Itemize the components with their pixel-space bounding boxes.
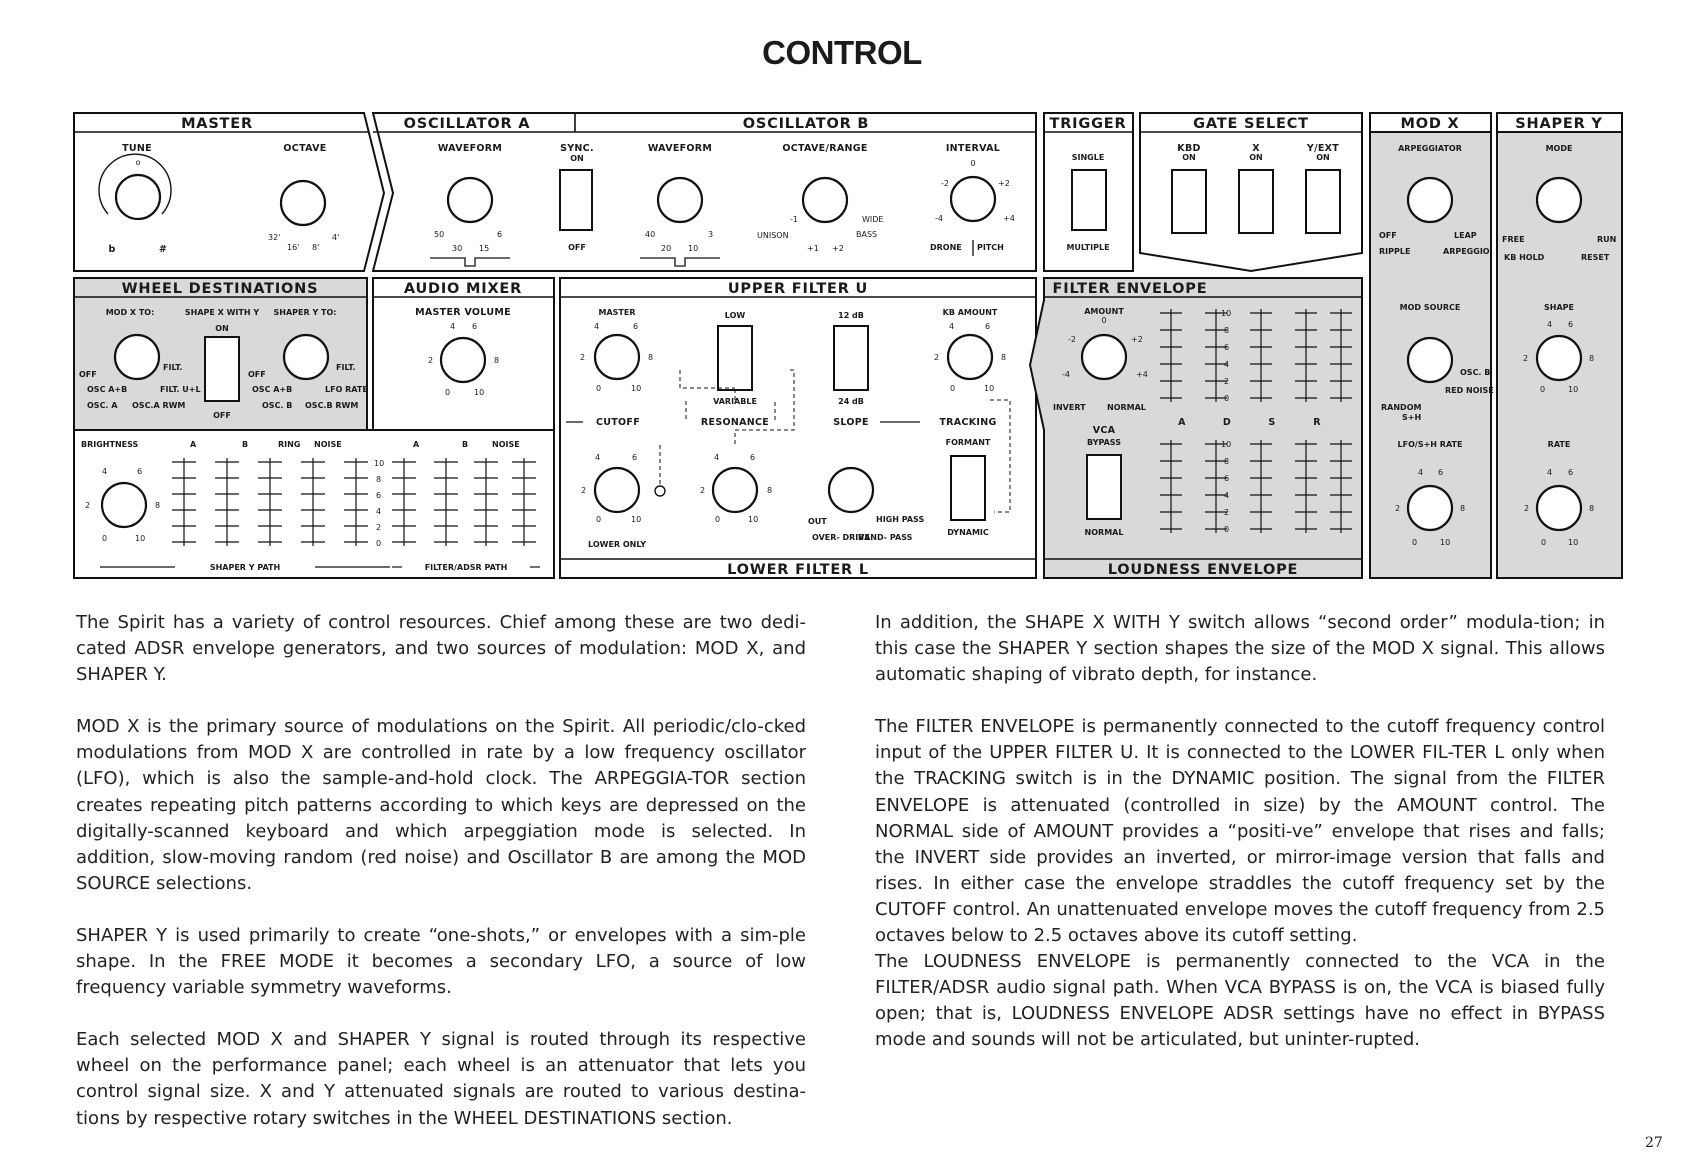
shaper-y-title: SHAPER Y xyxy=(1515,116,1603,132)
fm-n8: 8 xyxy=(648,353,654,362)
shaper-rate-label: RATE xyxy=(1547,440,1571,449)
fe-s10: 10 xyxy=(1221,309,1232,318)
interval-m2: -2 xyxy=(941,179,949,188)
shaper-y-section xyxy=(1497,113,1622,578)
gate-kbd-switch[interactable] xyxy=(1172,170,1206,233)
master-volume-knob[interactable] xyxy=(441,338,485,382)
mod-red-noise: RED NOISE xyxy=(1445,386,1494,395)
tune-label: TUNE xyxy=(122,143,152,154)
sync-label: SYNC. xyxy=(560,143,594,154)
osc-a-title: OSCILLATOR A xyxy=(403,116,531,132)
adsr-a: A xyxy=(1178,417,1186,428)
fader-ring-label: RING xyxy=(278,440,301,449)
shape-n2: 2 xyxy=(1523,354,1529,363)
trigger-title: TRIGGER xyxy=(1049,116,1127,132)
body-text-right-column xyxy=(875,610,1605,1080)
tune-knob[interactable] xyxy=(116,175,160,219)
gate-x-on: ON xyxy=(1249,153,1263,162)
tracking-switch[interactable] xyxy=(951,456,985,520)
env-p4: +4 xyxy=(1136,370,1148,379)
gate-kbd-on: ON xyxy=(1182,153,1196,162)
filter-low-label: LOW xyxy=(724,311,746,320)
mod-sh: S+H xyxy=(1402,413,1422,422)
wd-lfo-rate: LFO RATE xyxy=(325,385,368,394)
filter-master-knob[interactable] xyxy=(595,335,639,379)
sync-on: ON xyxy=(570,154,584,163)
gate-select-section xyxy=(1140,113,1362,271)
filter-adsr-path-label: FILTER/ADSR PATH xyxy=(424,563,508,572)
resonance-label: RESONANCE xyxy=(700,417,770,428)
vca-bypass: BYPASS xyxy=(1087,438,1121,447)
shaper-mode-knob[interactable] xyxy=(1537,178,1581,222)
fe-s8: 8 xyxy=(1224,326,1230,335)
gate-kbd: KBD xyxy=(1177,143,1201,154)
wd-shape-off: OFF xyxy=(213,411,231,420)
lower-cutoff-knob[interactable] xyxy=(595,468,639,512)
osc-a-w15: 15 xyxy=(479,244,490,253)
wd-filt: FILT. xyxy=(163,363,183,372)
sync-switch[interactable] xyxy=(560,170,592,230)
filter-12db-label: 12 dB xyxy=(838,311,864,320)
le-s8: 8 xyxy=(1224,457,1230,466)
fm-n6: 6 xyxy=(633,322,639,331)
adsr-s: S xyxy=(1268,417,1276,428)
arp-ripple: RIPPLE xyxy=(1379,247,1411,256)
shaper-run: RUN xyxy=(1597,235,1617,244)
master-title: MASTER xyxy=(181,116,253,132)
osc-a-w6: 6 xyxy=(497,230,503,239)
lfo-n4: 4 xyxy=(1418,468,1424,477)
kb-n8: 8 xyxy=(1001,353,1007,362)
tune-sharp: # xyxy=(158,244,168,255)
scale-4: 4 xyxy=(376,507,382,516)
mv-n10: 10 xyxy=(474,388,485,397)
interval-p4: +4 xyxy=(1003,214,1015,223)
kb-n4: 4 xyxy=(949,322,955,331)
svg-text:o: o xyxy=(135,158,141,167)
fader-b-label: B xyxy=(242,440,249,449)
filter-24db-label: 24 dB xyxy=(838,397,864,406)
paragraph: SHAPER Y is used primarily to create “one-shots,” or envelopes with a sim-ple shape. In the FREE MODE it becomes a secondary LFO, a source of low frequency variable symmetry waveforms. xyxy=(76,924,806,999)
shaper-shape-label: SHAPE xyxy=(1544,303,1574,312)
gate-x-switch[interactable] xyxy=(1239,170,1273,233)
osc-b-w20: 20 xyxy=(661,244,672,253)
brightness-knob[interactable] xyxy=(102,483,146,527)
gate-select-title: GATE SELECT xyxy=(1193,116,1309,132)
tracking-formant: FORMANT xyxy=(945,438,991,447)
lc-n4: 4 xyxy=(595,453,601,462)
mod-x-section xyxy=(1370,113,1494,578)
page-number: 27 xyxy=(1645,1135,1663,1151)
gate-yext-on: ON xyxy=(1316,153,1330,162)
paragraph: MOD X is the primary source of modulations on the Spirit. All periodic/clo-cked modulations from MOD X are controlled in rate by a low frequency oscillator (LFO), which is also the sample-and-hold clock. The ARPEGGIA-TOR section creates repeating pitch patterns according to which keys are depressed on the digitally-scanned keyboard and which arpeggiation mode is selected. In addition, slow-moving random (red noise) and Oscillator B are among the MOD SOURCE selections. xyxy=(76,716,806,894)
lr-n10: 10 xyxy=(748,515,759,524)
vca-normal: NORMAL xyxy=(1084,528,1124,537)
fm-n0: 0 xyxy=(596,384,602,393)
wd-osc-b-rwm: OSC.B RWM xyxy=(305,401,359,410)
body-text-left-column xyxy=(76,610,806,1158)
lower-only-label: LOWER ONLY xyxy=(588,540,646,549)
osc-a-w50: 50 xyxy=(434,230,445,239)
arpeggiator-label: ARPEGGIATOR xyxy=(1398,144,1462,153)
shape-n6: 6 xyxy=(1568,320,1574,329)
osc-a-w30: 30 xyxy=(452,244,463,253)
shaper-y-path-label: SHAPER Y PATH xyxy=(209,563,281,572)
arp-arpeggio: ARPEGGIO xyxy=(1443,247,1490,256)
rate-n2: 2 xyxy=(1524,504,1530,513)
mixer-faders-section xyxy=(74,430,554,578)
osc-b-title: OSCILLATOR B xyxy=(742,116,870,132)
kb-n10: 10 xyxy=(984,384,995,393)
wd-osc-ab-y: OSC A+B xyxy=(252,385,293,394)
kb-n6: 6 xyxy=(985,322,991,331)
le-s4: 4 xyxy=(1224,491,1230,500)
lr-n2: 2 xyxy=(700,486,706,495)
paragraph: The Spirit has a variety of control resources. Chief among these are two dedi-cated ADSR envelope generators, and two sources of modulation: MOD X, and SHAPER Y. xyxy=(76,612,806,686)
fader-noise2-label: NOISE xyxy=(492,440,520,449)
mv-n6: 6 xyxy=(472,322,478,331)
interval-label: INTERVAL xyxy=(945,143,1001,154)
mv-n4: 4 xyxy=(450,322,456,331)
paragraph: Each selected MOD X and SHAPER Y signal is routed through its respective wheel on the performance panel; each wheel is an attenuator that lets you control signal size. X and Y attenuated signals are routed to various destina-tions by respective rotary switches in the WHEEL DESTINATIONS section. xyxy=(76,1029,806,1129)
fader-a-label: A xyxy=(190,440,197,449)
osc-b-w3: 3 xyxy=(708,230,714,239)
fader-noise-label: NOISE xyxy=(314,440,342,449)
scale-10: 10 xyxy=(374,459,385,468)
page-title: CONTROL xyxy=(762,34,922,71)
shaper-rate-knob[interactable] xyxy=(1537,486,1581,530)
env-m4: -4 xyxy=(1062,370,1070,379)
filter-envelope-title-left: FILTER ENVELOPE xyxy=(1052,281,1208,297)
slope-band-pass: BAND- PASS xyxy=(858,533,913,542)
adsr-d: D xyxy=(1222,417,1232,428)
shaper-free: FREE xyxy=(1502,235,1525,244)
audio-mixer-section xyxy=(373,278,554,430)
lr-n0: 0 xyxy=(715,515,721,524)
wd-off: OFF xyxy=(79,370,97,379)
gate-yext: Y/EXT xyxy=(1306,143,1340,154)
master-section xyxy=(74,113,384,271)
rate-n0: 0 xyxy=(1541,538,1547,547)
interval-m4: -4 xyxy=(935,214,943,223)
slope-switch[interactable] xyxy=(834,326,868,390)
wd-filt-y: FILT. xyxy=(336,363,356,372)
octave-range-knob[interactable] xyxy=(803,178,847,222)
br-n0: 0 xyxy=(102,534,108,543)
mod-random: RANDOM xyxy=(1381,403,1422,412)
kb-amount-label: KB AMOUNT xyxy=(942,308,998,317)
wd-shapery-to: SHAPER Y TO: xyxy=(273,308,337,317)
wd-shape-xy: SHAPE X WITH Y xyxy=(184,308,260,317)
shape-x-with-y-switch[interactable] xyxy=(205,337,239,401)
wd-off-y: OFF xyxy=(248,370,266,379)
env-amount-zero: 0 xyxy=(1101,316,1107,325)
wd-filt-ul: FILT. U+L xyxy=(160,385,201,394)
mod-source-label: MOD SOURCE xyxy=(1399,303,1461,312)
env-m2: -2 xyxy=(1068,335,1076,344)
mv-n2: 2 xyxy=(428,356,434,365)
osc-b-plus2: +2 xyxy=(832,244,844,253)
scale-8: 8 xyxy=(376,475,382,484)
wd-osc-ab: OSC A+B xyxy=(87,385,128,394)
mod-osc-b: OSC. B xyxy=(1460,368,1491,377)
octave-knob[interactable] xyxy=(281,181,325,225)
paragraph: The FILTER ENVELOPE is permanently connected to the cutoff frequency control input of the UPPER FILTER U. It is connected to the LOWER FIL-TER L only when the TRACKING switch is in the DYNAMIC position. The signal from the FILTER ENVELOPE is attenuated (controlled in size) by the AMOUNT control. The NORMAL side of AMOUNT provides a “positi-ve” envelope that rises and falls; the INVERT side provides an inverted, or mirror-image version that falls and rises. In either case the envelope straddles the cutoff frequency set by the CUTOFF control. An unattenuated envelope moves the cutoff frequency from 2.5 octaves below to 2.5 octaves above its cutoff setting. xyxy=(875,716,1605,947)
octave-range-label: OCTAVE/RANGE xyxy=(782,143,868,154)
octave-4: 4' xyxy=(332,233,340,242)
le-s2: 2 xyxy=(1224,508,1230,517)
vca-label: VCA xyxy=(1092,425,1116,436)
adsr-r: R xyxy=(1313,417,1321,428)
interval-p2: +2 xyxy=(998,179,1010,188)
scale-6: 6 xyxy=(376,491,382,500)
slope-out: OUT xyxy=(808,517,827,526)
wd-osc-b: OSC. B xyxy=(262,401,293,410)
shape-n8: 8 xyxy=(1589,354,1595,363)
osc-b-wide: WIDE xyxy=(862,215,884,224)
arp-off: OFF xyxy=(1379,231,1397,240)
drone-label: DRONE xyxy=(930,243,962,252)
lower-resonance-knob[interactable] xyxy=(713,468,757,512)
wd-shape-on: ON xyxy=(215,324,229,333)
env-amount-knob[interactable] xyxy=(1082,335,1126,379)
osc-b-w40: 40 xyxy=(645,230,656,239)
fe-s6: 6 xyxy=(1224,343,1230,352)
br-n10: 10 xyxy=(135,534,146,543)
rate-n10: 10 xyxy=(1568,538,1579,547)
osc-b-w10: 10 xyxy=(688,244,699,253)
lr-n8: 8 xyxy=(767,486,773,495)
fm-n2: 2 xyxy=(580,353,586,362)
lc-n10: 10 xyxy=(631,515,642,524)
mod-x-title: MOD X xyxy=(1400,116,1460,132)
slope-label: SLOPE xyxy=(833,417,869,428)
octave-32: 32' xyxy=(268,233,281,242)
lower-slope-knob[interactable] xyxy=(829,468,873,512)
arp-leap: LEAP xyxy=(1454,231,1477,240)
oscillator-section xyxy=(373,113,1036,271)
lr-n6: 6 xyxy=(750,453,756,462)
env-normal: NORMAL xyxy=(1107,403,1146,412)
shaper-shape-knob[interactable] xyxy=(1537,336,1581,380)
shaper-kb-hold: KB HOLD xyxy=(1504,253,1545,262)
scale-2: 2 xyxy=(376,523,382,532)
rate-n8: 8 xyxy=(1589,504,1595,513)
trigger-single: SINGLE xyxy=(1071,153,1105,162)
osc-a-waveform-knob[interactable] xyxy=(448,178,492,222)
rate-n4: 4 xyxy=(1547,468,1553,477)
cutoff-label: CUTOFF xyxy=(595,417,641,428)
le-s10: 10 xyxy=(1221,440,1232,449)
osc-b-unison: UNISON xyxy=(757,231,789,240)
filter-master-label: MASTER xyxy=(598,308,636,317)
fm-n10: 10 xyxy=(631,384,642,393)
lc-n2: 2 xyxy=(581,486,587,495)
shape-n0: 0 xyxy=(1540,385,1546,394)
tune-flat: b xyxy=(108,244,116,255)
br-n6: 6 xyxy=(137,467,143,476)
lower-filter-title: LOWER FILTER L xyxy=(727,562,869,578)
rate-n6: 6 xyxy=(1568,468,1574,477)
env-p2: +2 xyxy=(1131,335,1143,344)
wd-modx-to: MOD X TO: xyxy=(105,308,155,317)
lfo-n2: 2 xyxy=(1395,504,1401,513)
mv-n0: 0 xyxy=(445,388,451,397)
slope-high-pass: HIGH PASS xyxy=(876,515,925,524)
audio-mixer-title: AUDIO MIXER xyxy=(403,281,523,297)
arpeggiator-knob[interactable] xyxy=(1408,178,1452,222)
wheel-destinations-title: WHEEL DESTINATIONS xyxy=(121,281,319,297)
master-volume-label: MASTER VOLUME xyxy=(415,307,511,318)
shape-n10: 10 xyxy=(1568,385,1579,394)
fe-s4: 4 xyxy=(1224,360,1230,369)
tracking-label: TRACKING xyxy=(939,417,997,428)
fader-a2-label: A xyxy=(413,440,420,449)
lfo-n0: 0 xyxy=(1412,538,1418,547)
fader-b2-label: B xyxy=(462,440,469,449)
wd-modx-knob[interactable] xyxy=(115,335,159,379)
osc-b-waveform-knob[interactable] xyxy=(658,178,702,222)
osc-a-waveform-label: WAVEFORM xyxy=(437,143,503,154)
octave-8: 8' xyxy=(312,243,320,252)
br-n4: 4 xyxy=(102,467,108,476)
trigger-section xyxy=(1044,113,1133,271)
le-s0: 0 xyxy=(1224,525,1230,534)
gate-yext-switch[interactable] xyxy=(1306,170,1340,233)
lfo-rate-knob[interactable] xyxy=(1408,486,1452,530)
filter-variable-label: VARIABLE xyxy=(713,397,757,406)
lr-n4: 4 xyxy=(714,453,720,462)
wd-osc-a-rwm: OSC.A RWM xyxy=(132,401,186,410)
br-n8: 8 xyxy=(155,501,161,510)
octave-label: OCTAVE xyxy=(283,143,327,154)
le-s6: 6 xyxy=(1224,474,1230,483)
vca-bypass-switch[interactable] xyxy=(1087,455,1121,519)
shaper-mode-label: MODE xyxy=(1545,144,1573,153)
scale-0: 0 xyxy=(376,539,382,548)
kb-n2: 2 xyxy=(934,353,940,362)
lfo-n8: 8 xyxy=(1460,504,1466,513)
envelope-section xyxy=(1030,278,1362,578)
pitch-label: PITCH xyxy=(977,243,1004,252)
slope-overdrive: OVER- DRIVE xyxy=(812,533,870,542)
upper-filter-title: UPPER FILTER U xyxy=(727,281,869,297)
wd-osc-a: OSC. A xyxy=(87,401,118,410)
trigger-switch[interactable] xyxy=(1072,170,1106,230)
fe-s0: 0 xyxy=(1224,394,1230,403)
lfo-n6: 6 xyxy=(1438,468,1444,477)
gate-x: X xyxy=(1252,143,1260,154)
osc-b-plus1: +1 xyxy=(807,244,819,253)
lc-n0: 0 xyxy=(596,515,602,524)
interval-knob[interactable] xyxy=(951,177,995,221)
fm-n4: 4 xyxy=(594,322,600,331)
loudness-envelope-title: LOUDNESS ENVELOPE xyxy=(1107,562,1299,578)
kb-n0: 0 xyxy=(950,384,956,393)
mod-source-knob[interactable] xyxy=(1408,338,1452,382)
lfo-rate-label: LFO/S+H RATE xyxy=(1397,440,1463,449)
shaper-reset: RESET xyxy=(1581,253,1610,262)
kb-amount-knob[interactable] xyxy=(948,335,992,379)
env-invert: INVERT xyxy=(1053,403,1086,412)
paragraph: In addition, the SHAPE X WITH Y switch allows “second order” modula-tion; in this case the SHAPER Y section shapes the size of the MOD X signal. This allows automatic shaping of vibrato depth, for instance. xyxy=(875,612,1605,686)
resonance-low-variable-switch[interactable] xyxy=(718,326,752,390)
shape-n4: 4 xyxy=(1547,320,1553,329)
osc-b-waveform-label: WAVEFORM xyxy=(647,143,713,154)
brightness-label: BRIGHTNESS xyxy=(81,440,139,449)
osc-b-minus1: -1 xyxy=(790,215,798,224)
trigger-multiple: MULTIPLE xyxy=(1066,243,1110,252)
wheel-destinations-section xyxy=(74,278,368,430)
sync-off: OFF xyxy=(568,243,586,252)
lc-n6: 6 xyxy=(632,453,638,462)
wd-shapery-knob[interactable] xyxy=(284,335,328,379)
paragraph: The LOUDNESS ENVELOPE is permanently connected to the VCA in the FILTER/ADSR audio signal path. When VCA BYPASS is on, the VCA is biased fully open; that is, LOUDNESS ENVELOPE ADSR settings have no effect in BYPASS mode and sounds will not be articulated, but uninter-rupted. xyxy=(875,951,1605,1051)
mv-n8: 8 xyxy=(494,356,500,365)
filter-section xyxy=(560,278,1036,578)
fe-s2: 2 xyxy=(1224,377,1230,386)
tracking-dynamic: DYNAMIC xyxy=(947,528,989,537)
octave-16: 16' xyxy=(287,243,300,252)
br-n2: 2 xyxy=(85,501,91,510)
interval-0: 0 xyxy=(970,159,976,168)
osc-b-bass: BASS xyxy=(856,230,878,239)
lfo-n10: 10 xyxy=(1440,538,1451,547)
env-amount-label: AMOUNT xyxy=(1084,307,1124,316)
